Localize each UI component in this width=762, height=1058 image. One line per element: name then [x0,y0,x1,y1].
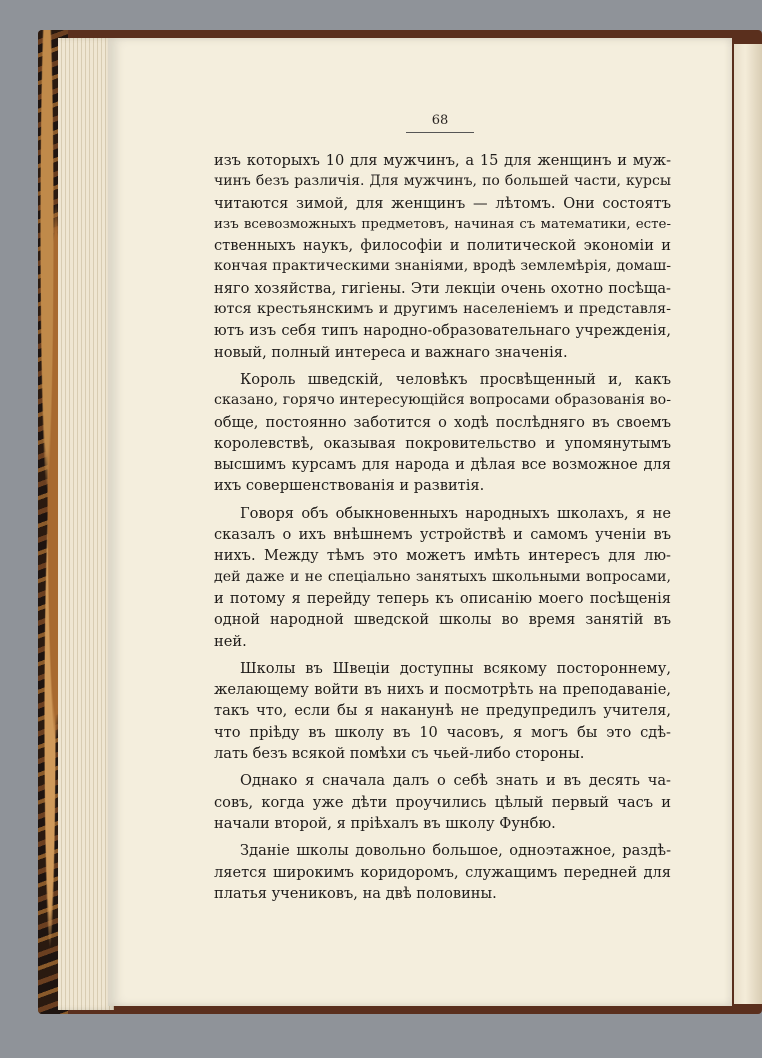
text-line: сказано, горячо интересующійся вопросами образованія во- [214,392,671,409]
text-line: Школы въ Швеціи доступны всякому постороннему, [240,659,671,677]
text-line: платья учениковъ, на двѣ половины. [214,884,497,902]
text-line: новый, полный интереса и важнаго значенія. [214,343,568,361]
text-line: ственныхъ наукъ, философіи и политической экономіи и [214,237,671,255]
text-line: высшимъ курсамъ для народа и дѣлая все возможное для [214,456,671,474]
paragraph [214,503,671,652]
text-line: Говоря объ обыкновенныхъ народныхъ школахъ, я не [240,504,671,522]
text-line: такъ что, если бы я наканунѣ не предупредилъ учителя, [214,702,671,720]
text-line: обще, постоянно заботится о ходѣ послѣдняго въ своемъ [214,413,671,431]
text-line: Король шведскій, человѣкъ просвѣщенный и, какъ [240,370,671,388]
page-number-rule [406,132,474,133]
text-line: совъ, когда уже дѣти проучились цѣлый первый часъ и [214,793,671,811]
text-line: одной народной шведской школы во время занятій въ [214,611,671,629]
text-line: ляется широкимъ коридоромъ, служащимъ передней для [214,863,671,881]
page-stack-edge [58,38,114,1010]
paragraph [214,658,671,764]
text-line: чинъ безъ различія. Для мужчинъ, по большей части, курсы [214,173,671,190]
paragraph [214,150,671,363]
page-number: 68 [431,113,449,128]
text-line: начали второй, я пріѣхалъ въ школу Фунбю. [214,814,556,832]
paragraph [214,369,671,497]
text-line: ютъ изъ себя типъ народно-образовательнаго учрежденія, [214,322,671,340]
text-line: королевствѣ, оказывая покровительство и упомянутымъ [214,434,671,452]
text-line: что пріѣду въ школу въ 10 часовъ, я могъ бы это сдѣ- [214,723,671,741]
text-line: кончая практическими знаніями, вродѣ землемѣрія, домаш- [214,258,671,275]
text-line: ются крестьянскимъ и другимъ населеніемъ и представля- [214,301,671,318]
text-line: читаются зимой, для женщинъ — лѣтомъ. Они состоятъ [214,194,671,212]
text-line: сказалъ о ихъ внѣшнемъ устройствѣ и самомъ ученіи въ [214,526,671,544]
text-line: Зданіе школы довольно большое, одноэтажное, раздѣ- [240,842,671,860]
paragraph [214,840,671,904]
body-text [214,150,671,904]
text-line: желающему войти въ нихъ и посмотрѣть на преподаваніе, [214,681,671,699]
text-line: ней. [214,632,247,650]
text-line: лать безъ всякой помѣхи съ чьей-либо стороны. [214,745,585,763]
text-line: ихъ совершенствованія и развитія. [214,477,485,495]
text-line: изъ которыхъ 10 для мужчинъ, а 15 для женщинъ и муж- [214,152,671,169]
text-line: дей даже и не спеціально занятыхъ школьными вопросами, [214,568,671,585]
text-line: нихъ. Между тѣмъ это можетъ имѣть интересъ для лю- [214,547,671,565]
paragraph [214,770,671,834]
text-line: и потому я перейду теперь къ описанію моего посѣщенія [214,589,671,607]
text-line: Однако я сначала далъ о себѣ знать и въ десять ча- [240,772,671,790]
text-line: няго хозяйства, гигіены. Эти лекціи очень охотно посѣща- [214,279,671,297]
text-line: изъ всевозможныхъ предметовъ, начиная съ математики, есте- [214,216,671,232]
facing-page-edge [734,44,762,1004]
